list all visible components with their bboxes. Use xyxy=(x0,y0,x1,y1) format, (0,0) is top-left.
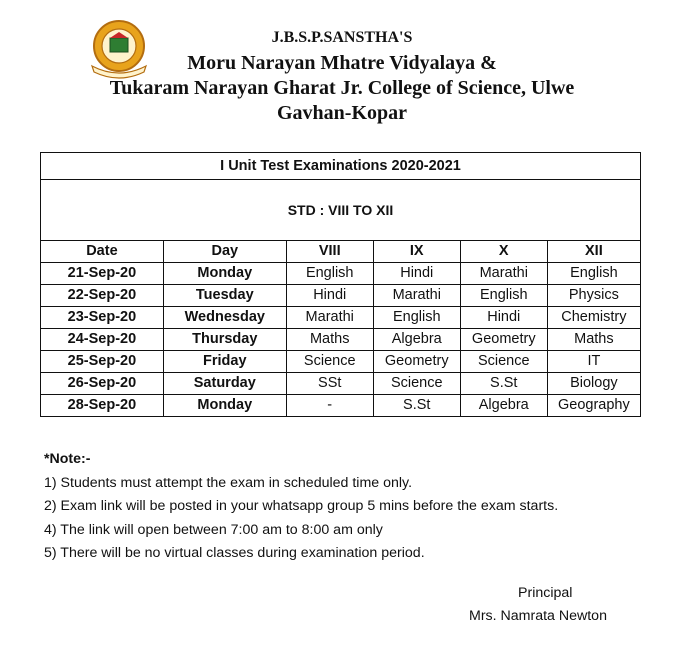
cell-ix: Geometry xyxy=(373,351,460,373)
note-item: 2) Exam link will be posted in your whatsapp group 5 mins before the exam starts. xyxy=(44,498,559,514)
cell-date: 22-Sep-20 xyxy=(41,285,164,307)
cell-ix: Algebra xyxy=(373,329,460,351)
cell-x: Marathi xyxy=(460,263,547,285)
notes-heading: *Note:- xyxy=(44,451,91,467)
exam-schedule-table xyxy=(40,152,641,417)
notes-section xyxy=(44,448,558,566)
cell-viii: Marathi xyxy=(286,307,373,329)
cell-viii: Maths xyxy=(286,329,373,351)
cell-x: Science xyxy=(460,351,547,373)
cell-x: Hindi xyxy=(460,307,547,329)
col-date: Date xyxy=(41,241,164,263)
table-row xyxy=(41,329,641,351)
col-day: Day xyxy=(163,241,286,263)
cell-x: S.St xyxy=(460,373,547,395)
cell-xii: Geography xyxy=(547,395,640,417)
table-title: I Unit Test Examinations 2020-2021 xyxy=(41,153,641,180)
cell-day: Thursday xyxy=(163,329,286,351)
table-row xyxy=(41,263,641,285)
cell-ix: Marathi xyxy=(373,285,460,307)
cell-date: 26-Sep-20 xyxy=(41,373,164,395)
cell-x: Algebra xyxy=(460,395,547,417)
table-row xyxy=(41,285,641,307)
cell-date: 24-Sep-20 xyxy=(41,329,164,351)
cell-ix: S.St xyxy=(373,395,460,417)
col-viii: VIII xyxy=(286,241,373,263)
cell-xii: English xyxy=(547,263,640,285)
signature-role: Principal xyxy=(518,585,573,601)
table-header-row xyxy=(41,241,641,263)
cell-x: Geometry xyxy=(460,329,547,351)
note-item: 1) Students must attempt the exam in scheduled time only. xyxy=(44,474,413,491)
cell-date: 28-Sep-20 xyxy=(41,395,164,417)
cell-viii: Science xyxy=(286,351,373,373)
cell-day: Tuesday xyxy=(163,285,286,307)
note-item: 5) There will be no virtual classes during examination period. xyxy=(44,545,425,561)
cell-viii: English xyxy=(286,263,373,285)
table-row xyxy=(41,395,641,417)
signature-name: Mrs. Namrata Newton xyxy=(469,608,607,624)
cell-ix: Hindi xyxy=(373,263,460,285)
cell-xii: Physics xyxy=(547,285,640,307)
cell-viii: Hindi xyxy=(286,285,373,307)
cell-day: Saturday xyxy=(163,373,286,395)
cell-xii: Chemistry xyxy=(547,307,640,329)
col-x: X xyxy=(460,241,547,263)
table-row xyxy=(41,307,641,329)
cell-day: Friday xyxy=(163,351,286,373)
cell-xii: Maths xyxy=(547,329,640,351)
cell-date: 25-Sep-20 xyxy=(41,351,164,373)
note-item: 4) The link will open between 7:00 am to 8:00 am only xyxy=(44,521,383,538)
table-row xyxy=(41,351,641,373)
cell-xii: Biology xyxy=(547,373,640,395)
school-name-line2: Tukaram Narayan Gharat Jr. College of Science, Ulwe xyxy=(109,77,575,99)
cell-day: Wednesday xyxy=(163,307,286,329)
cell-day: Monday xyxy=(163,395,286,417)
school-location: Gavhan-Kopar xyxy=(276,102,408,124)
cell-viii: - xyxy=(286,395,373,417)
table-row xyxy=(41,373,641,395)
cell-x: English xyxy=(460,285,547,307)
cell-ix: English xyxy=(373,307,460,329)
cell-date: 21-Sep-20 xyxy=(41,263,164,285)
school-name-line1: Moru Narayan Mhatre Vidyalaya & xyxy=(187,52,497,74)
cell-viii: SSt xyxy=(286,373,373,395)
col-xii: XII xyxy=(547,241,640,263)
cell-ix: Science xyxy=(373,373,460,395)
cell-xii: IT xyxy=(547,351,640,373)
cell-day: Monday xyxy=(163,263,286,285)
cell-date: 23-Sep-20 xyxy=(41,307,164,329)
std-range: STD : VIII TO XII xyxy=(41,180,641,241)
col-ix: IX xyxy=(373,241,460,263)
org-name: J.B.S.P.SANSTHA'S xyxy=(271,29,413,46)
